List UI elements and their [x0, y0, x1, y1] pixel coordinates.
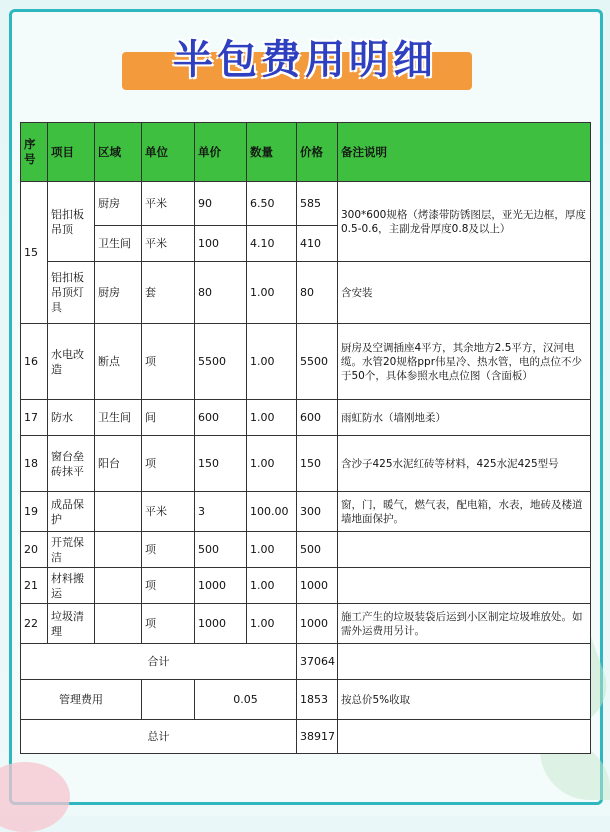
- cell-price: 500: [297, 532, 338, 568]
- cell-unit-price: 5500: [195, 324, 247, 400]
- cell-area: 卫生间: [95, 400, 142, 436]
- cell-item: 窗台垒砖抹平: [48, 436, 95, 492]
- cell-quantity: 100.00: [247, 492, 297, 532]
- cost-table: [20, 122, 591, 754]
- cell-quantity: 1.00: [247, 262, 297, 324]
- subtotal-note: [338, 644, 591, 680]
- cell-item: 铝扣板吊顶灯具: [48, 262, 95, 324]
- header-unit-price: 单价: [195, 123, 247, 182]
- cell-no: 19: [21, 492, 48, 532]
- cell-no: 22: [21, 604, 48, 644]
- management-fee-row: [21, 680, 591, 720]
- cell-price: 300: [297, 492, 338, 532]
- management-fee-note: 按总价5%收取: [338, 680, 591, 720]
- management-fee-rate: 0.05: [195, 680, 297, 720]
- cell-note: 厨房及空调插座4平方，其余地方2.5平方，汉河电缆。水管20规格ppr伟星冷、热水管，电的点位不少于50个，具体参照水电点位图（含面板）: [338, 324, 591, 400]
- cell-unit-price: 3: [195, 492, 247, 532]
- cell-price: 585: [297, 182, 338, 226]
- cell-no: 20: [21, 532, 48, 568]
- cell-unit: 套: [142, 262, 195, 324]
- cell-unit: 项: [142, 604, 195, 644]
- header-no: 序号: [21, 123, 48, 182]
- cell-no: 15: [21, 182, 48, 324]
- grand-total-note: [338, 720, 591, 754]
- cell-unit: 项: [142, 532, 195, 568]
- table-row: [21, 604, 591, 644]
- cell-unit-price: 150: [195, 436, 247, 492]
- cell-item: 铝扣板吊顶: [48, 182, 95, 262]
- cell-note: [338, 532, 591, 568]
- cell-note: 含沙子425水泥红砖等材料，425水泥425型号: [338, 436, 591, 492]
- cell-unit-price: 600: [195, 400, 247, 436]
- cell-area: 阳台: [95, 436, 142, 492]
- cell-item: 材料搬运: [48, 568, 95, 604]
- cell-quantity: 1.00: [247, 400, 297, 436]
- subtotal-row: [21, 644, 591, 680]
- cell-area: 厨房: [95, 182, 142, 226]
- cell-item: 成品保护: [48, 492, 95, 532]
- cell-unit: 项: [142, 324, 195, 400]
- header-unit: 单位: [142, 123, 195, 182]
- cell-unit: 项: [142, 568, 195, 604]
- cell-unit-price: 80: [195, 262, 247, 324]
- cell-quantity: 1.00: [247, 324, 297, 400]
- cell-quantity: 4.10: [247, 226, 297, 262]
- cell-price: 5500: [297, 324, 338, 400]
- cell-note: 施工产生的垃圾装袋后运到小区制定垃圾堆放处。如需外运费用另计。: [338, 604, 591, 644]
- cell-note: 窗，门，暖气，燃气表，配电箱，水表，地砖及楼道墙地面保护。: [338, 492, 591, 532]
- cell-unit-price: 1000: [195, 604, 247, 644]
- cell-area: 断点: [95, 324, 142, 400]
- cell-note: 含安装: [338, 262, 591, 324]
- cell-unit: 平米: [142, 226, 195, 262]
- table-row: [21, 532, 591, 568]
- cell-unit-price: 90: [195, 182, 247, 226]
- page-title: 半包费用明细: [173, 37, 437, 83]
- cell-no: 16: [21, 324, 48, 400]
- grand-total-label: 总计: [21, 720, 297, 754]
- header-price: 价格: [297, 123, 338, 182]
- cell-unit-price: 100: [195, 226, 247, 262]
- cell-note: 雨虹防水（墙刚地柔）: [338, 400, 591, 436]
- cell-quantity: 1.00: [247, 436, 297, 492]
- table-row: [21, 400, 591, 436]
- table-header-row: [21, 123, 591, 182]
- cell-price: 150: [297, 436, 338, 492]
- cell-item: 水电改造: [48, 324, 95, 400]
- header-quantity: 数量: [247, 123, 297, 182]
- cell-area: [95, 532, 142, 568]
- table-row: [21, 262, 591, 324]
- subtotal-value: 37064: [297, 644, 338, 680]
- cell-item: 防水: [48, 400, 95, 436]
- subtotal-label: 合计: [21, 644, 297, 680]
- table-row: [21, 568, 591, 604]
- table-row: [21, 436, 591, 492]
- cell-no: 21: [21, 568, 48, 604]
- cell-no: 17: [21, 400, 48, 436]
- header-note: 备注说明: [338, 123, 591, 182]
- cell-unit: 平米: [142, 492, 195, 532]
- cell-quantity: 1.00: [247, 568, 297, 604]
- cell-price: 410: [297, 226, 338, 262]
- cell-no: 18: [21, 436, 48, 492]
- cell-price: 600: [297, 400, 338, 436]
- table-row: [21, 182, 591, 226]
- cell-area: 卫生间: [95, 226, 142, 262]
- cell-note: 300*600规格（烤漆带防锈图层，亚光无边框，厚度0.5-0.6，主副龙骨厚度0.8及以上）: [338, 182, 591, 262]
- cell-note: [338, 568, 591, 604]
- header-area: 区域: [95, 123, 142, 182]
- cell-unit: 平米: [142, 182, 195, 226]
- cell-item: 开荒保洁: [48, 532, 95, 568]
- cell-unit: 项: [142, 436, 195, 492]
- table-row: [21, 492, 591, 532]
- cell-unit: 间: [142, 400, 195, 436]
- header-item: 项目: [48, 123, 95, 182]
- cell-area: [95, 604, 142, 644]
- cell-area: [95, 492, 142, 532]
- cell-area: [95, 568, 142, 604]
- cell-price: 1000: [297, 568, 338, 604]
- cell-quantity: 1.00: [247, 532, 297, 568]
- cell-unit-price: 500: [195, 532, 247, 568]
- management-fee-label: 管理费用: [21, 680, 142, 720]
- cell-quantity: 6.50: [247, 182, 297, 226]
- cell-quantity: 1.00: [247, 604, 297, 644]
- cell-unit-price: 1000: [195, 568, 247, 604]
- grand-total-value: 38917: [297, 720, 338, 754]
- grand-total-row: [21, 720, 591, 754]
- management-fee-value: 1853: [297, 680, 338, 720]
- cell-area: 厨房: [95, 262, 142, 324]
- cell-price: 1000: [297, 604, 338, 644]
- cell-price: 80: [297, 262, 338, 324]
- management-fee-spacer: [142, 680, 195, 720]
- table-row: [21, 324, 591, 400]
- cell-item: 垃圾清理: [48, 604, 95, 644]
